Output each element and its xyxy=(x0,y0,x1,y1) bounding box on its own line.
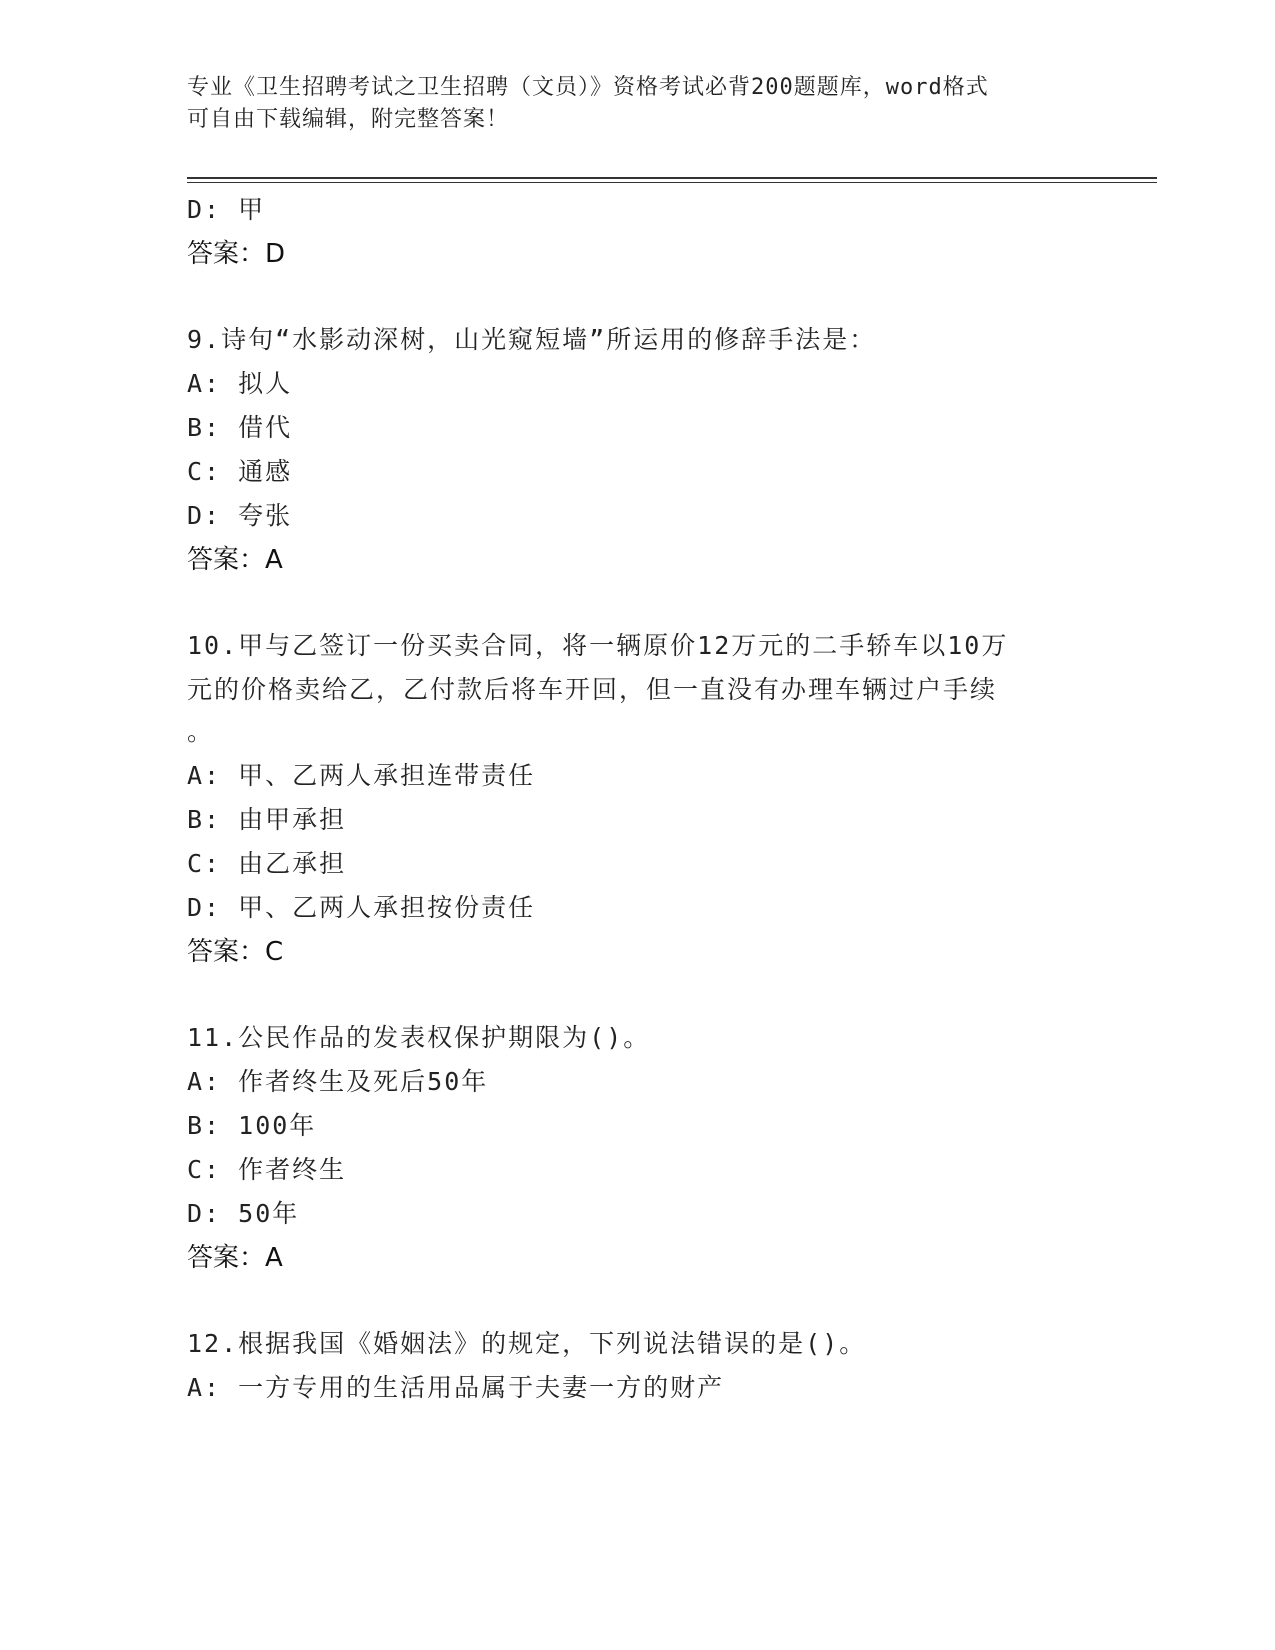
q10-stem-line-3: 。 xyxy=(187,717,215,746)
q11-option-b: B: 100年 xyxy=(187,1111,317,1140)
header-line-2: 可自由下载编辑，附完整答案！ xyxy=(187,107,510,132)
q10-option-d: D: 甲、乙两人承担按份责任 xyxy=(187,893,536,922)
q12-stem: 12.根据我国《婚姻法》的规定，下列说法错误的是()。 xyxy=(187,1329,867,1358)
q9-stem: 9.诗句“水影动深树，山光窥短墙”所运用的修辞手法是： xyxy=(187,325,877,354)
q11-option-c: C: 作者终生 xyxy=(187,1155,347,1184)
document-header xyxy=(187,72,1087,136)
q10-option-b: B: 由甲承担 xyxy=(187,805,347,834)
q11-option-a: A: 作者终生及死后50年 xyxy=(187,1067,489,1096)
q9-option-d: D: 夸张 xyxy=(187,501,293,530)
q10-option-a: A: 甲、乙两人承担连带责任 xyxy=(187,761,536,790)
q9-answer: 答案：A xyxy=(187,545,283,575)
q11-option-d: D: 50年 xyxy=(187,1199,300,1228)
header-divider-thin xyxy=(187,182,1157,183)
q10-answer: 答案：C xyxy=(187,937,284,967)
q9-option-b: B: 借代 xyxy=(187,413,293,442)
q10-stem-line-2: 元的价格卖给乙，乙付款后将车开回，但一直没有办理车辆过户手续 xyxy=(187,675,998,704)
q10-stem-line-1: 10.甲与乙签订一份买卖合同，将一辆原价12万元的二手轿车以10万 xyxy=(187,631,1009,660)
prev-answer: 答案：D xyxy=(187,239,286,269)
q10-option-c: C: 由乙承担 xyxy=(187,849,347,878)
header-line-1: 专业《卫生招聘考试之卫生招聘（文员）》资格考试必背200题题库，word格式 xyxy=(187,75,989,100)
q9-option-a: A: 拟人 xyxy=(187,369,293,398)
q11-stem: 11.公民作品的发表权保护期限为()。 xyxy=(187,1023,651,1052)
header-divider-thick xyxy=(187,177,1157,179)
q9-option-c: C: 通感 xyxy=(187,457,293,486)
q12-option-a: A: 一方专用的生活用品属于夫妻一方的财产 xyxy=(187,1373,725,1402)
prev-option-d: D: 甲 xyxy=(187,195,266,224)
q11-answer: 答案：A xyxy=(187,1243,283,1273)
